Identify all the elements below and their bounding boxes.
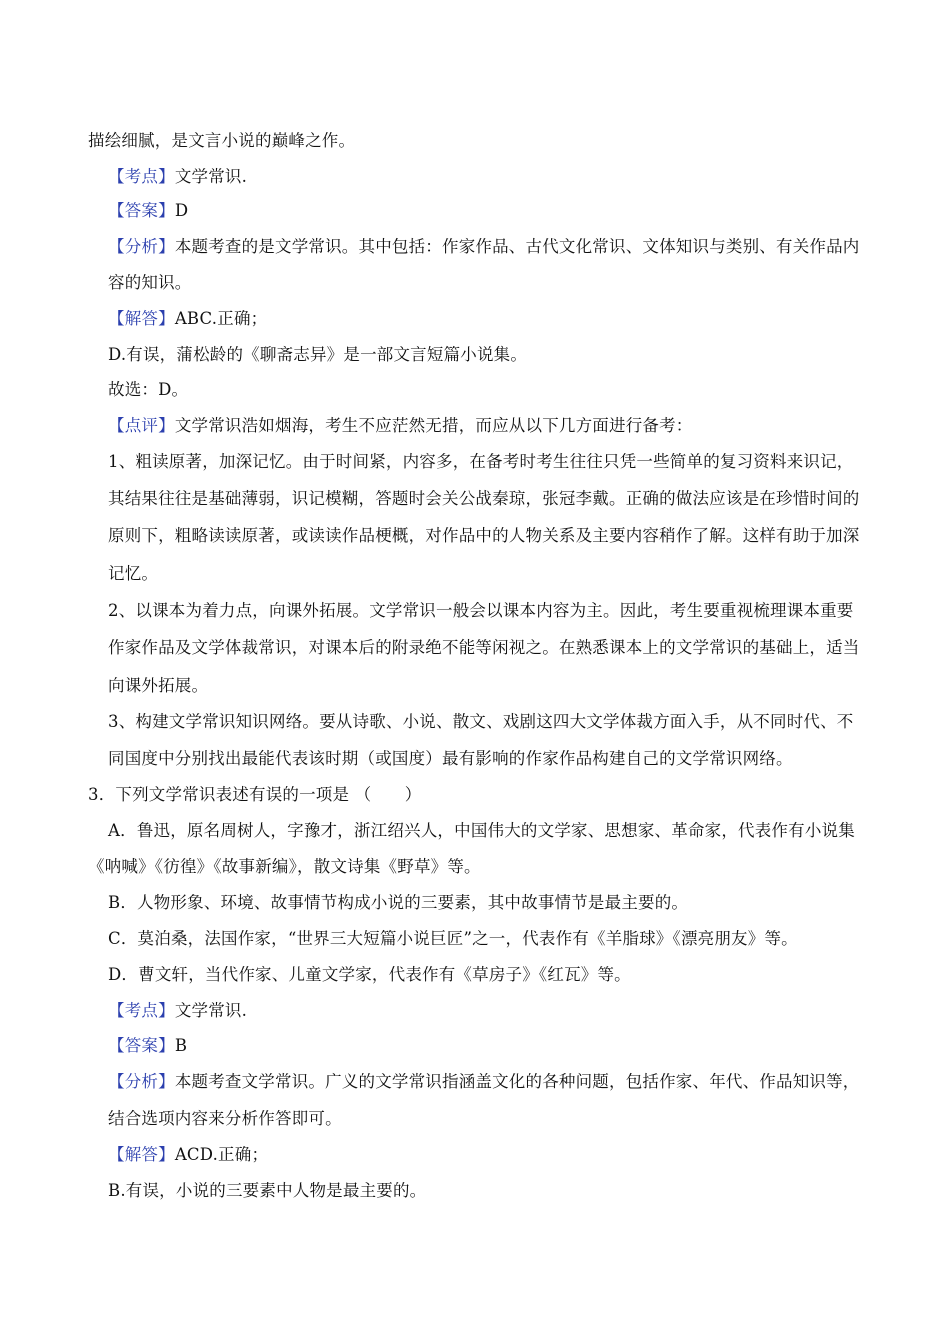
- text-line: 作家作品及文学体裁常识，对课本后的附录绝不能等闲视之。在熟悉课本上的文学常识的基础上，适当: [108, 638, 860, 657]
- text-line: 原则下，粗略读读原著，或读读作品梗概，对作品中的人物关系及主要内容稍作了解。这样有助于加深: [108, 526, 860, 545]
- text-line: D.有误，蒲松龄的《聊斋志异》是一部文言短篇小说集。: [108, 345, 528, 364]
- option-b: B．人物形象、环境、故事情节构成小说的三要素，其中故事情节是最主要的。: [108, 893, 689, 912]
- answer-line: 【答案】D: [108, 201, 189, 220]
- option-a: A．鲁迅，原名周树人，字豫才，浙江绍兴人，中国伟大的文学家、思想家、革命家，代表作有小说集: [108, 821, 855, 840]
- text-line: 结合选项内容来分析作答即可。: [108, 1109, 342, 1128]
- kaodian-line: 【考点】文学常识.: [108, 1001, 248, 1020]
- text-line: 描绘细腻，是文言小说的巅峰之作。: [88, 131, 356, 150]
- text-line: 3、构建文学常识知识网络。要从诗歌、小说、散文、戏剧这四大文学体裁方面入手，从不同时代、不: [108, 712, 854, 731]
- analysis-tag: 【分析】: [108, 237, 175, 256]
- analysis-tag: 【分析】: [108, 1072, 175, 1091]
- text-line: 故选：D。: [108, 380, 189, 399]
- text-line: 其结果往往是基础薄弱，识记模糊，答题时会关公战秦琼，张冠李戴。正确的做法应该是在珍惜时间的: [108, 489, 860, 508]
- text-line: 记忆。: [108, 564, 159, 583]
- solution-line: 【解答】ACD.正确；: [108, 1145, 269, 1164]
- answer-line: 【答案】B: [108, 1036, 188, 1055]
- text-line: 同国度中分别找出最能代表该时期（或国度）最有影响的作家作品构建自己的文学常识网络。: [108, 749, 793, 768]
- solution-tag: 【解答】: [108, 309, 175, 328]
- review-line: 【点评】文学常识浩如烟海，考生不应茫然无措，而应从以下几方面进行备考：: [108, 416, 693, 435]
- kaodian-line: 【考点】文学常识.: [108, 167, 248, 186]
- answer-tag: 【答案】: [108, 1036, 175, 1055]
- option-d: D．曹文轩，当代作家、儿童文学家，代表作有《草房子》《红瓦》等。: [108, 965, 631, 984]
- text-line: 2、以课本为着力点，向课外拓展。文学常识一般会以课本内容为主。因此，考生要重视梳理课本重要: [108, 601, 854, 620]
- analysis-line: 【分析】本题考查的是文学常识。其中包括：作家作品、古代文化常识、文体知识与类别、有关作品内: [108, 237, 860, 256]
- text-line: B.有误，小说的三要素中人物是最主要的。: [108, 1181, 427, 1200]
- review-tag: 【点评】: [108, 416, 175, 435]
- question-stem: 3．下列文学常识表述有误的一项是 （ ）: [88, 785, 422, 804]
- solution-tag: 【解答】: [108, 1145, 175, 1164]
- answer-tag: 【答案】: [108, 201, 175, 220]
- text-line: 向课外拓展。: [108, 676, 209, 695]
- text-line: 容的知识。: [108, 273, 192, 292]
- solution-line: 【解答】ABC.正确；: [108, 309, 268, 328]
- option-a-cont: 《呐喊》《彷徨》《故事新编》，散文诗集《野草》等。: [88, 857, 481, 876]
- kaodian-tag: 【考点】: [108, 167, 175, 186]
- kaodian-tag: 【考点】: [108, 1001, 175, 1020]
- text-line: 1、粗读原著，加深记忆。由于时间紧，内容多，在备考时考生往往只凭一些简单的复习资料来识记，: [108, 452, 854, 471]
- option-c: C．莫泊桑，法国作家，“世界三大短篇小说巨匠”之一，代表作有《羊脂球》《漂亮朋友》等。: [108, 929, 798, 948]
- analysis-line: 【分析】本题考查文学常识。广义的文学常识指涵盖文化的各种问题，包括作家、年代、作品知识等，: [108, 1072, 860, 1091]
